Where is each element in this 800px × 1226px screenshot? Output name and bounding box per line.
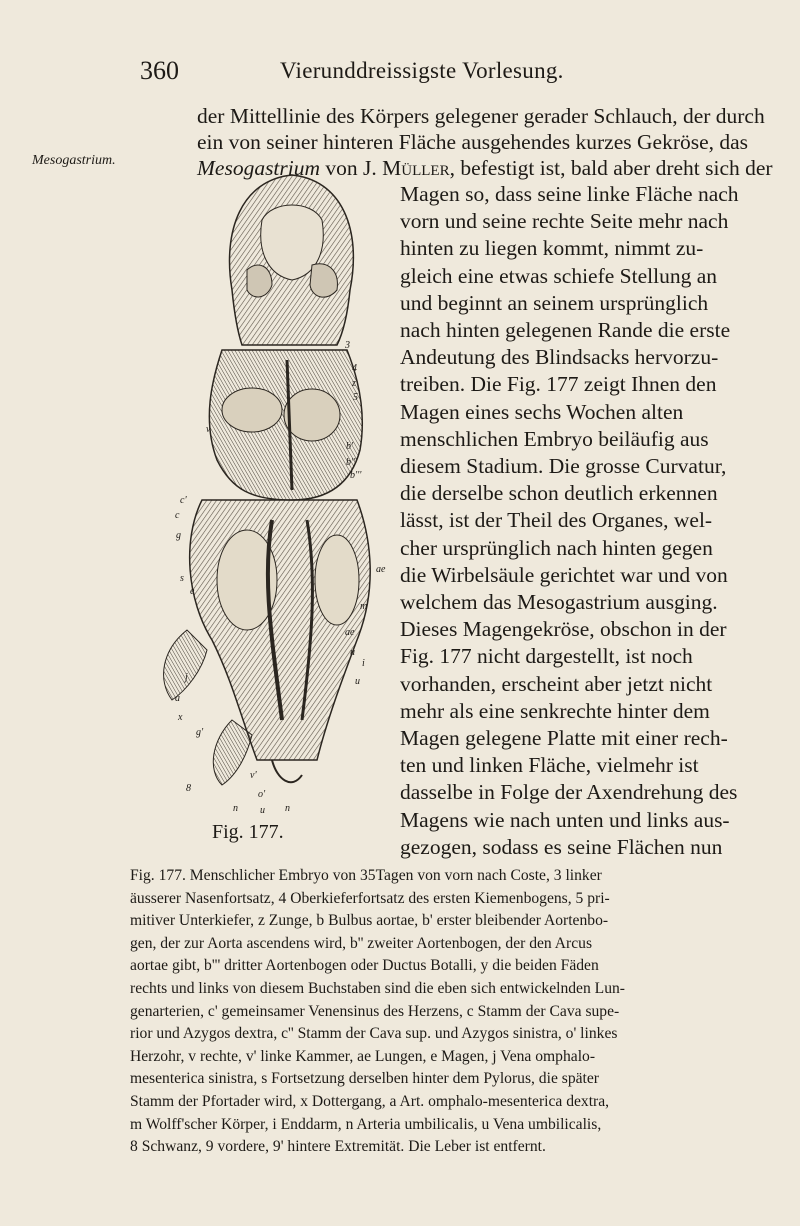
- caption-line: rechts und links von diesem Buchstaben sind die eben sich entwickelnden Lun-: [130, 980, 625, 997]
- caption-line: rior und Azygos dextra, c'' Stamm der Cava sup. und Azygos sinistra, o' linkes: [130, 1025, 618, 1043]
- text-line: Magens wie nach unten und links aus-: [400, 807, 730, 832]
- caption-line: Herzohr, v rechte, v' linke Kammer, ae Lungen, e Magen, j Vena omphalo-: [130, 1047, 596, 1065]
- text-line: treiben. Die Fig. 177 zeigt Ihnen den: [400, 372, 717, 397]
- text-line: cher ursprünglich nach hinten gegen: [400, 535, 713, 560]
- text-line: Magen gelegene Platte mit einer rech-: [400, 726, 728, 750]
- figure-letter: b'': [346, 457, 356, 468]
- text-line: welchem das Mesogastrium ausging.: [400, 590, 718, 614]
- figure-letter: u: [355, 676, 360, 687]
- figure-letter: ae: [345, 627, 355, 638]
- figure-letter: o': [258, 789, 266, 800]
- text-line: die Wirbelsäule gerichtet war und von: [400, 562, 728, 587]
- text-line: menschlichen Embryo beiläufig aus: [400, 426, 709, 451]
- figure-letter: u: [260, 805, 265, 816]
- caption-line: mesenterica sinistra, s Fortsetzung derselben hinter dem Pylorus, die später: [130, 1070, 599, 1088]
- caption-line: mitiver Unterkiefer, z Zunge, b Bulbus aortae, b' erster bleibender Aortenbo-: [130, 912, 609, 930]
- figure-letter: s: [180, 573, 184, 584]
- text-line: ein von seiner hinteren Fläche ausgehendes kurzes Gekröse, das: [197, 130, 749, 154]
- figure-letter: z: [352, 378, 356, 389]
- page-number: 360: [140, 56, 179, 85]
- figure-letter: n: [285, 803, 290, 814]
- text-line: Magen eines sechs Wochen alten: [400, 399, 684, 424]
- caption-line: aortae gibt, b''' dritter Aortenbogen oder Ductus Botalli, y die beiden Fäden: [130, 957, 599, 975]
- embryo-figure: [142, 160, 412, 800]
- caption-line: 8 Schwanz, 9 vordere, 9' hintere Extremität. Die Leber ist entfernt.: [130, 1138, 546, 1156]
- text-line: und beginnt an seinem ursprünglich: [400, 290, 709, 315]
- text-line: vorn und seine rechte Seite mehr nach: [400, 209, 729, 234]
- figure-letter: 5: [353, 392, 358, 403]
- text-line: Dieses Magengekröse, obschon in der: [400, 617, 727, 642]
- figure-letter: e: [190, 586, 195, 597]
- margin-note: Mesogastrium.: [32, 153, 116, 168]
- figure-letter: ae: [376, 564, 386, 575]
- running-title: Vierunddreissigste Vorlesung.: [280, 58, 564, 83]
- text-line: die derselbe schon deutlich erkennen: [400, 481, 718, 506]
- caption-line: m Wolff'scher Körper, i Enddarm, n Arteria umbilicalis, u Vena umbilicalis,: [130, 1115, 602, 1133]
- caption-line: Stamm der Pfortader wird, x Dottergang, a Art. omphalo-mesenterica dextra,: [130, 1093, 610, 1110]
- figure-letter: c': [180, 495, 187, 506]
- text-line: lässt, ist der Theil des Organes, wel-: [400, 508, 713, 533]
- caption-line: äusserer Nasenfortsatz, 4 Oberkieferfortsatz des ersten Kiemenbogens, 5 pri-: [130, 889, 610, 907]
- text-line: vorhanden, erscheint aber jetzt nicht: [400, 671, 713, 696]
- figure-letter: m: [360, 601, 368, 612]
- text-line: gleich eine etwas schiefe Stellung an: [400, 263, 718, 288]
- text-line: ten und linken Fläche, vielmehr ist: [400, 753, 699, 778]
- caption-line: genarterien, c' gemeinsamer Venensinus des Herzens, c Stamm der Cava supe-: [130, 1002, 620, 1020]
- caption-line: Fig. 177. Menschlicher Embryo von 35Tagen von vorn nach Coste, 3 linker: [130, 867, 602, 884]
- page-header: [140, 56, 740, 86]
- figure-letter: n: [233, 803, 238, 814]
- figure-letter: u: [350, 647, 355, 658]
- figure-letter: i: [362, 658, 365, 669]
- text-line: der Mittellinie des Körpers gelegener gerader Schlauch, der durch: [197, 104, 765, 128]
- text-line: hinten zu liegen kommt, nimmt zu-: [400, 236, 704, 261]
- figure-letter: 4: [352, 363, 357, 374]
- text-line: diesem Stadium. Die grosse Curvatur,: [400, 454, 727, 478]
- figure-letter: g: [176, 530, 181, 541]
- text-line: nach hinten gelegenen Rande die erste: [400, 318, 731, 342]
- figure-letter: g': [196, 727, 204, 738]
- figure-letter: 3: [345, 340, 350, 351]
- figure-letter: v: [206, 424, 211, 435]
- text-line: Andeutung des Blindsacks hervorzu-: [400, 345, 719, 370]
- text-line: Fig. 177 nicht dargestellt, ist noch: [400, 644, 693, 669]
- text-line: Magen so, dass seine linke Fläche nach: [400, 182, 739, 206]
- text-line: gezogen, sodass es seine Flächen nun: [400, 834, 723, 859]
- figure-label: Fig. 177.: [212, 821, 284, 843]
- figure-letter: a: [175, 693, 180, 704]
- figure-letter: b''': [350, 470, 362, 481]
- text-line: dasselbe in Folge der Axendrehung des: [400, 780, 738, 805]
- figure-letter: x: [178, 712, 183, 723]
- figure-letter: v': [250, 770, 257, 781]
- text-line: mehr als eine senkrechte hinter dem: [400, 698, 710, 723]
- text-line: Mesogastrium von J. Müller, befestigt ist, bald aber dreht sich der: [197, 156, 773, 180]
- caption-line: gen, der zur Aorta ascendens wird, b'' zweiter Aortenbogen, der den Arcus: [130, 934, 593, 952]
- figure-letter: j: [185, 672, 188, 683]
- figure-letter: 8: [186, 783, 191, 794]
- figure-letter: b': [346, 441, 354, 452]
- figure-letter: c: [175, 510, 180, 521]
